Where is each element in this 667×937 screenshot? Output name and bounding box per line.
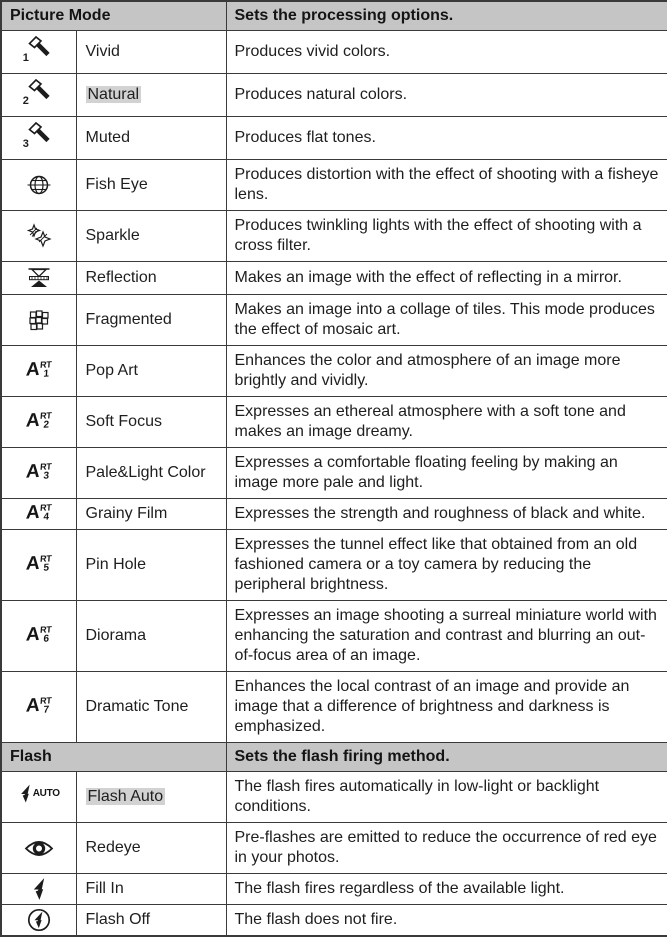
section-header-flash [1, 743, 667, 772]
mode-description: The flash fires regardless of the available light. [226, 874, 667, 905]
mode-name-highlighted: Flash Auto [87, 788, 164, 805]
mode-name: Reflection [85, 269, 157, 286]
table-row [1, 74, 667, 117]
flash-off-icon [27, 908, 51, 932]
table-row [1, 905, 667, 937]
sparkle-icon [26, 223, 52, 249]
mode-name: Vivid [85, 43, 120, 60]
section-header-picture-mode [1, 1, 667, 31]
mode-description: Produces vivid colors. [226, 31, 667, 74]
mode-name: Grainy Film [85, 505, 168, 522]
pale-light-color-icon: A RT 3 [25, 460, 52, 483]
mode-description: The flash fires automatically in low-light or backlight conditions. [226, 772, 667, 823]
mode-name: Flash Off [85, 911, 151, 928]
mode-name-highlighted: Natural [87, 86, 140, 103]
soft-focus-icon: A RT 2 [25, 409, 52, 432]
mode-description: Enhances the color and atmosphere of an image more brightly and vividly. [226, 346, 667, 397]
mode-name: Pin Hole [85, 556, 146, 573]
table-row [1, 601, 667, 672]
pop-art-icon: A RT 1 [25, 358, 52, 381]
reflection-icon [26, 265, 52, 291]
table-row [1, 295, 667, 346]
mode-description: Produces flat tones. [226, 117, 667, 160]
mode-description: Expresses an ethereal atmosphere with a soft tone and makes an image dreamy. [226, 397, 667, 448]
natural-icon: 2 [22, 77, 56, 107]
mode-description: The flash does not fire. [226, 905, 667, 937]
mode-name: Soft Focus [85, 413, 162, 430]
table-row [1, 874, 667, 905]
mode-description: Expresses a comfortable floating feeling by making an image more pale and light. [226, 448, 667, 499]
table-row [1, 31, 667, 74]
table-row [1, 397, 667, 448]
redeye-icon [24, 838, 54, 859]
mode-name: Fragmented [85, 311, 172, 328]
pin-hole-icon: A RT 5 [25, 552, 52, 575]
table-row [1, 117, 667, 160]
table-row [1, 262, 667, 295]
mode-name: Fish Eye [85, 176, 148, 193]
mode-description: Expresses the strength and roughness of black and white. [226, 499, 667, 530]
diorama-icon: A RT 6 [25, 623, 52, 646]
table-row [1, 530, 667, 601]
table-row [1, 160, 667, 211]
mode-name: Muted [85, 129, 130, 146]
section-title: Picture Mode [1, 1, 226, 31]
mode-name: Fill In [85, 880, 124, 897]
mode-name: Diorama [85, 627, 146, 644]
mode-name: Pale&Light Color [85, 464, 206, 481]
fish-eye-icon [26, 172, 52, 198]
vivid-icon: 1 [22, 34, 56, 64]
table-row [1, 499, 667, 530]
mode-name: Pop Art [85, 362, 138, 379]
section-description: Sets the processing options. [226, 1, 667, 31]
mode-name: Redeye [85, 839, 141, 856]
mode-description: Expresses the tunnel effect like that obtained from an old fashioned camera or a toy camera by reducing the peripheral brightness. [226, 530, 667, 601]
mode-description: Expresses an image shooting a surreal miniature world with enhancing the saturation and contrast and blurring an out-of-focus area of an image. [226, 601, 667, 672]
mode-description: Makes an image into a collage of tiles. This mode produces the effect of mosaic art. [226, 295, 667, 346]
mode-description: Enhances the local contrast of an image and provide an image that a difference of brightness and darkness is emphasized. [226, 672, 667, 743]
mode-name: Dramatic Tone [85, 698, 189, 715]
table-row [1, 672, 667, 743]
grainy-film-icon: A RT 4 [25, 501, 52, 524]
fill-in-icon [30, 878, 47, 901]
mode-description: Pre-flashes are emitted to reduce the occurrence of red eye in your photos. [226, 823, 667, 874]
table-row [1, 448, 667, 499]
table-row [1, 823, 667, 874]
flash-auto-icon: AUTO [18, 784, 60, 804]
mode-description: Makes an image with the effect of reflecting in a mirror. [226, 262, 667, 295]
section-title: Flash [1, 743, 226, 772]
dramatic-tone-icon: A RT 7 [25, 694, 52, 717]
fragmented-icon [26, 307, 52, 333]
mode-description: Produces natural colors. [226, 74, 667, 117]
muted-icon: 3 [22, 120, 56, 150]
table-row [1, 772, 667, 823]
mode-description: Produces twinkling lights with the effect of shooting with a cross filter. [226, 211, 667, 262]
table-row [1, 346, 667, 397]
mode-name: Sparkle [85, 227, 140, 244]
section-description: Sets the flash firing method. [226, 743, 667, 772]
mode-description: Produces distortion with the effect of shooting with a fisheye lens. [226, 160, 667, 211]
table-row [1, 211, 667, 262]
